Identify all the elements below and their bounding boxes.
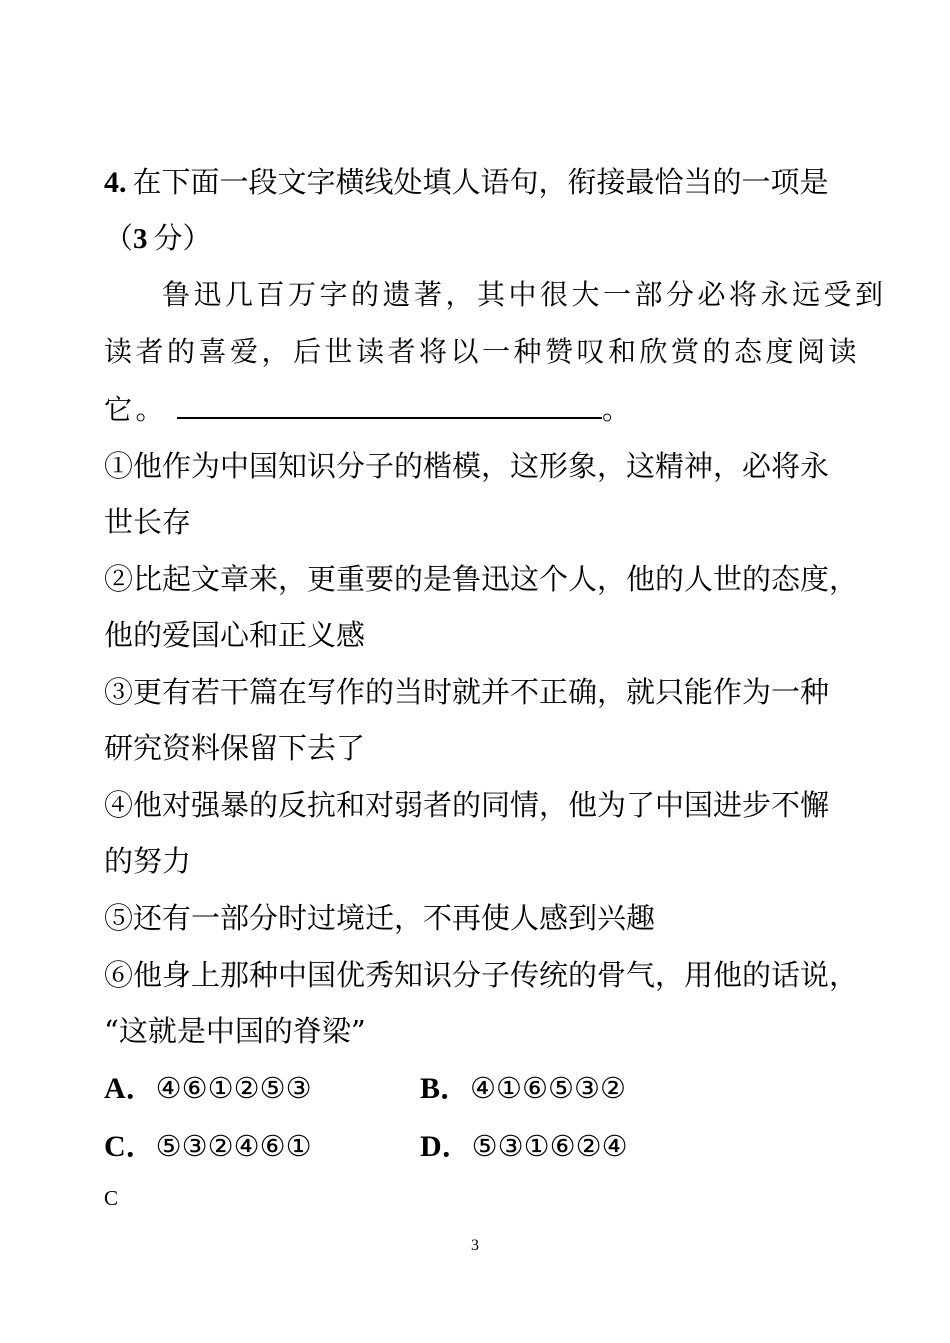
passage-line-3-prefix: 它。 (104, 393, 168, 426)
sentence-2-line-2: 他的爱国心和正义感 (104, 618, 366, 652)
passage-line-2: 读者的喜爱，后世读者将以一种赞叹和欣赏的态度阅读 (104, 335, 861, 368)
option-a[interactable] (104, 1068, 312, 1109)
sentence-4-line-2: 的努力 (104, 844, 192, 878)
passage-line-3 (104, 389, 849, 430)
sentence-1-line-2: 世长存 (104, 505, 192, 539)
score-close: 分） (153, 221, 212, 255)
option-b-label: B． (420, 1072, 471, 1105)
sentence-4-line-1: ④他对强暴的反抗和对弱者的同情，他为了中国进步不懈 (104, 788, 830, 822)
option-c-label: C． (104, 1130, 156, 1163)
page-number: 3 (471, 1237, 479, 1254)
option-d[interactable] (420, 1126, 628, 1167)
passage-line-1: 鲁迅几百万字的遗著，其中很大一部分必将永远受到 (162, 278, 887, 311)
score-open: （ (104, 221, 134, 255)
score-value: 3 (133, 223, 148, 255)
sentence-3-line-2: 研究资料保留下去了 (104, 731, 366, 765)
sentence-5-line-1: ⑤还有一部分时过境迁，不再使人感到兴趣 (104, 901, 656, 935)
question-stem-line-1 (104, 162, 849, 203)
option-a-label: A． (104, 1072, 156, 1105)
option-b[interactable] (420, 1068, 626, 1109)
option-c[interactable] (104, 1126, 312, 1167)
option-c-value: ⑤③②④⑥① (155, 1129, 312, 1163)
answer-text: C (104, 1186, 119, 1210)
question-score (104, 218, 849, 259)
question-number: 4 (104, 166, 119, 199)
fill-in-blank[interactable] (177, 389, 602, 419)
question-number-suffix: . (119, 166, 127, 199)
sentence-1-line-1: ①他作为中国知识分子的楷模，这形象，这精神，必将永 (104, 449, 830, 483)
option-d-value: ⑤③①⑥②④ (471, 1129, 628, 1163)
option-b-value: ④①⑥⑤③② (470, 1071, 627, 1105)
sentence-6-line-2: “这就是中国的脊梁” (104, 1014, 366, 1048)
sentence-6-line-1: ⑥他身上那种中国优秀知识分子传统的骨气，用他的话说， (104, 958, 859, 992)
question-stem-text: 在下面一段文字横线处填人语句，衔接最恰当的一项是 (132, 165, 829, 199)
option-d-label: D． (420, 1130, 472, 1163)
passage-line-3-suffix: 。 (602, 393, 634, 426)
option-a-value: ④⑥①②⑤③ (155, 1071, 312, 1105)
sentence-3-line-1: ③更有若干篇在写作的当时就并不正确，就只能作为一种 (104, 675, 830, 709)
sentence-2-line-1: ②比起文章来，更重要的是鲁迅这个人，他的人世的态度， (104, 562, 859, 596)
